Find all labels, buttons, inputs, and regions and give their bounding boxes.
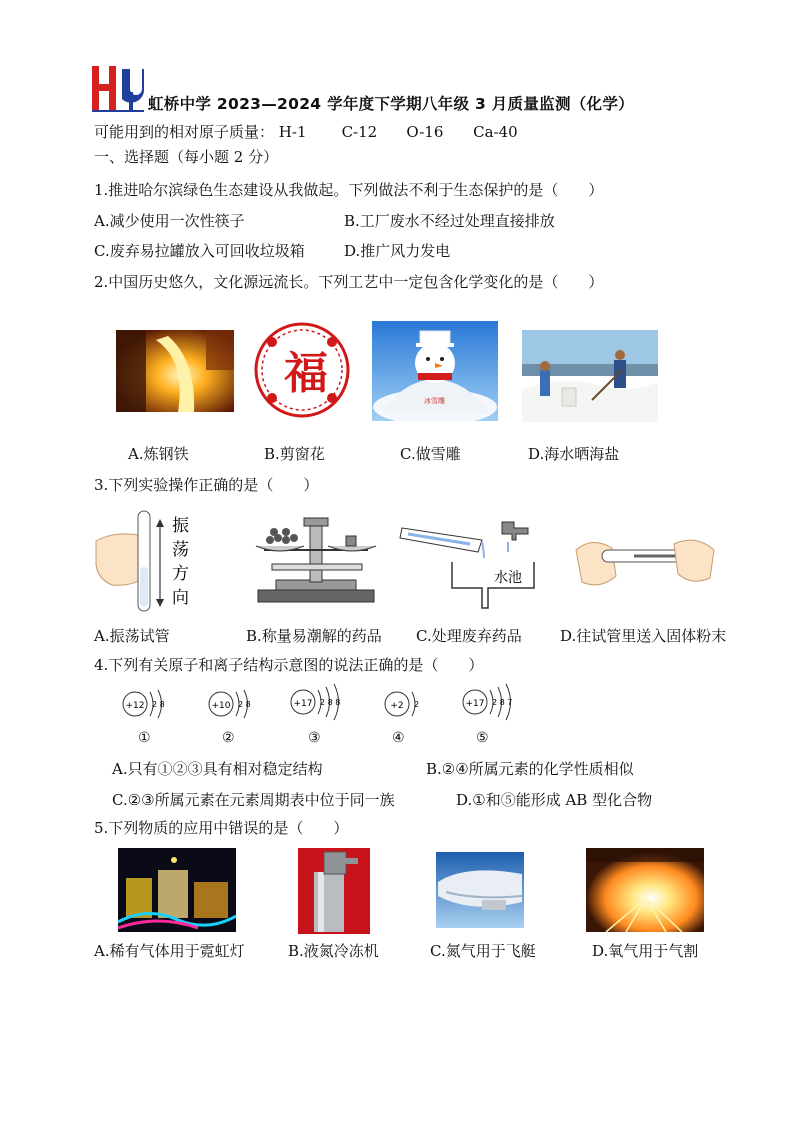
atom-5-nucleus: +17 xyxy=(465,699,485,709)
school-logo xyxy=(92,66,144,112)
q4-stem: 4.下列有关原子和离子结构示意图的说法正确的是（ ） xyxy=(94,656,484,674)
shaking-test-tube-figure xyxy=(94,505,204,615)
q4-option-b[interactable]: B.②④所属元素的化学性质相似 xyxy=(426,760,634,778)
neon-lights-photo xyxy=(118,848,236,932)
liquid-nitrogen-freezer-photo xyxy=(298,848,370,934)
q1-option-b[interactable]: B.工厂废水不经过处理直接排放 xyxy=(344,212,555,230)
atom-4-nucleus: +2 xyxy=(390,701,404,711)
atom-diagram-4 xyxy=(382,686,432,722)
atom-diagram-5 xyxy=(460,682,530,722)
atom-label-5: ⑤ xyxy=(476,730,489,746)
steel-smelting-photo xyxy=(116,330,234,412)
q4-option-c[interactable]: C.②③所属元素在元素周期表中位于同一族 xyxy=(112,791,395,809)
q5-option-b[interactable]: B.液氮冷冻机 xyxy=(288,942,379,960)
atomic-mass-item: Ca-40 xyxy=(473,123,518,141)
q2-option-c[interactable]: C.做雪雕 xyxy=(400,445,461,463)
q4-option-a[interactable]: A.只有①②③具有相对稳定结构 xyxy=(112,760,323,778)
q3-option-a[interactable]: A.振荡试管 xyxy=(94,627,170,645)
q3-option-c[interactable]: C.处理废弃药品 xyxy=(416,627,522,645)
atom-5-shells: 2 8 7 xyxy=(492,698,513,707)
q2-option-d[interactable]: D.海水晒海盐 xyxy=(528,445,620,463)
section-heading: 一、选择题（每小题 2 分） xyxy=(94,148,279,166)
q5-option-a[interactable]: A.稀有气体用于霓虹灯 xyxy=(94,942,245,960)
shake-label-4: 向 xyxy=(172,588,189,608)
q1-option-d[interactable]: D.推广风力发电 xyxy=(344,242,451,260)
atom-1-shells: 2 8 xyxy=(152,700,165,709)
shake-label-1: 振 xyxy=(172,516,189,536)
atom-2-shells: 2 8 xyxy=(238,700,251,709)
atom-label-2: ② xyxy=(222,730,235,746)
fu-character: 福 xyxy=(284,348,328,399)
atom-4-shells: 2 xyxy=(414,700,420,709)
atomic-mass-label: 可能用到的相对原子质量： xyxy=(94,123,275,141)
q1-option-c[interactable]: C.废弃易拉罐放入可回收垃圾箱 xyxy=(94,242,305,260)
q1-option-a[interactable]: A.减少使用一次性筷子 xyxy=(94,212,245,230)
q1-stem: 1.推进哈尔滨绿色生态建设从我做起。下列做法不利于生态保护的是（ ） xyxy=(94,181,604,199)
atom-2-nucleus: +10 xyxy=(211,701,231,711)
q2-option-a[interactable]: A.炼钢铁 xyxy=(128,445,189,463)
q3-option-b[interactable]: B.称量易潮解的药品 xyxy=(246,627,382,645)
airship-photo xyxy=(436,852,524,928)
q5-stem: 5.下列物质的应用中错误的是（ ） xyxy=(94,819,349,837)
atom-label-4: ④ xyxy=(392,730,405,746)
shake-label-3: 方 xyxy=(172,564,189,584)
atom-label-1: ① xyxy=(138,730,151,746)
q2-stem: 2.中国历史悠久，文化源远流长。下列工艺中一定包含化学变化的是（ ） xyxy=(94,273,604,291)
atom-label-3: ③ xyxy=(308,730,321,746)
page-title: 虹桥中学 2023—2024 学年度下学期八年级 3 月质量监测（化学） xyxy=(148,95,634,113)
snow-sculpture-sign: 冰雪雕 xyxy=(424,397,445,405)
q3-option-d[interactable]: D.往试管里送入固体粉末 xyxy=(560,627,727,645)
q2-option-b[interactable]: B.剪窗花 xyxy=(264,445,325,463)
powder-into-test-tube-figure xyxy=(574,520,716,600)
q4-option-d[interactable]: D.①和⑤能形成 AB 型化合物 xyxy=(456,791,653,809)
atom-3-shells: 2 8 8 xyxy=(320,698,341,707)
oxygen-cutting-photo xyxy=(586,848,704,932)
atom-diagram-2 xyxy=(206,686,266,722)
balance-scale-figure xyxy=(246,510,386,610)
q5-option-d[interactable]: D.氧气用于气割 xyxy=(592,942,699,960)
q3-stem: 3.下列实验操作正确的是（ ） xyxy=(94,476,319,494)
q5-option-c[interactable]: C.氮气用于飞艇 xyxy=(430,942,536,960)
sink-label: 水池 xyxy=(494,570,522,586)
atomic-mass-line xyxy=(94,122,518,142)
atomic-mass-item: C-12 xyxy=(341,123,378,141)
atomic-mass-item: O-16 xyxy=(406,123,444,141)
atom-3-nucleus: +17 xyxy=(293,699,313,709)
shake-label-2: 荡 xyxy=(172,540,189,560)
dispose-chemicals-figure xyxy=(398,512,538,612)
snow-sculpture-photo xyxy=(372,321,498,421)
paper-cut-fu-photo xyxy=(252,320,352,420)
atom-1-nucleus: +12 xyxy=(125,701,145,711)
atomic-mass-item: H-1 xyxy=(278,123,307,141)
sea-salt-photo xyxy=(522,330,658,422)
atom-diagram-3 xyxy=(288,682,358,722)
atom-diagram-1 xyxy=(120,686,180,722)
